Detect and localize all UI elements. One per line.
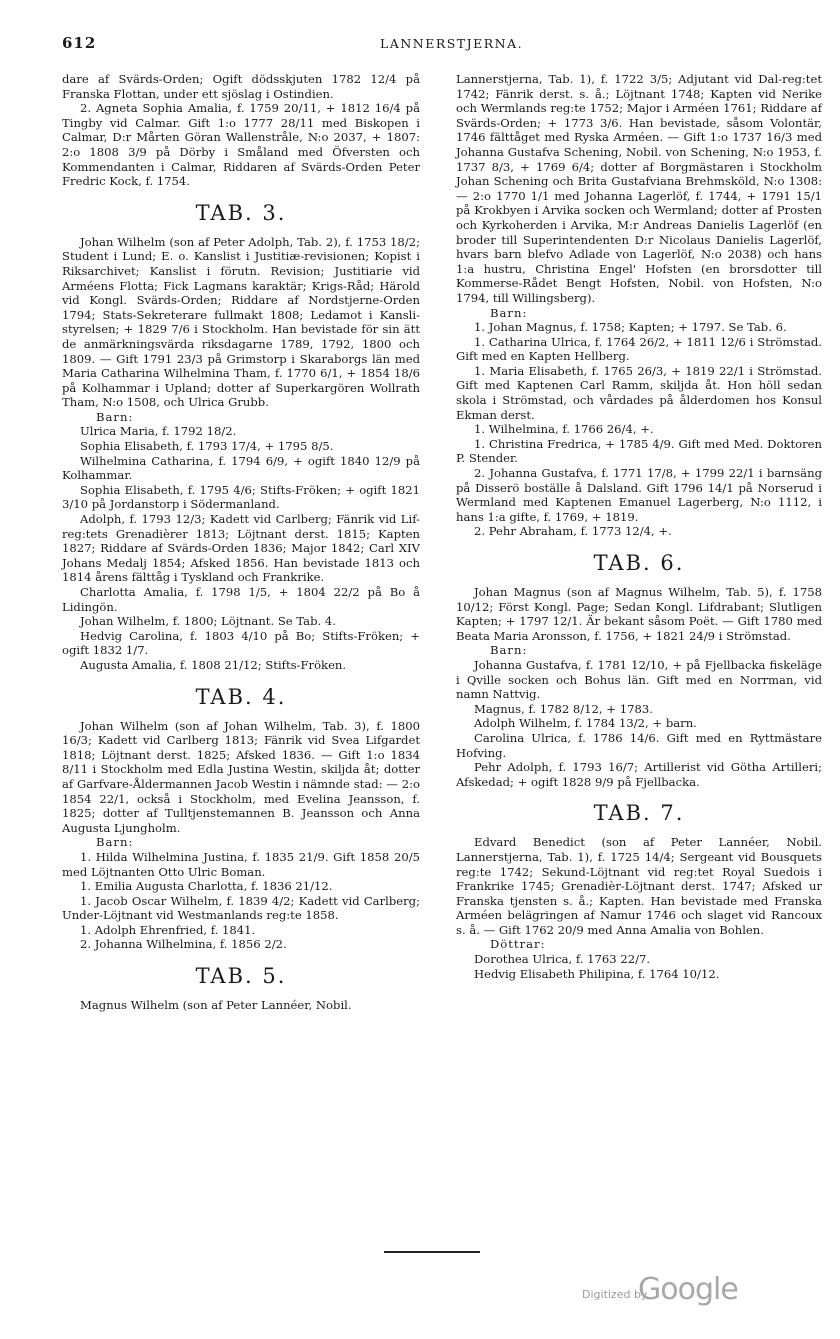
- list-item: Johan Wilhelm, f. 1800; Löjtnant. Se Tab. 4.: [80, 614, 336, 629]
- list-item: Dorothea Ulrica, f. 1763 22/7.: [474, 952, 651, 967]
- list-item: Sophia Elisabeth, f. 1793 17/4, + 1795 8/5.: [80, 439, 334, 454]
- section-heading-tab-3: TAB. 3.: [195, 200, 287, 225]
- divider-rule: [384, 1251, 480, 1253]
- children-label: Barn:: [490, 643, 528, 658]
- list-item: Adolph, f. 1793 12/3; Kadett vid Carlberg; Fänrik vid Lif-reg:tets Grenadièrer 1813; Löjtnant derst. 1815; Kapten 1827; Riddare af Svärds-Orden 1836; Major 1842; Carl XIV Johans Medalj 1854; Afsked 1856. Han bevistade 1813 och 1814 årens fälttåg i Tyskland och Frankrike.: [62, 512, 420, 585]
- children-label: Barn:: [96, 835, 134, 850]
- list-item: Carolina Ulrica, f. 1786 14/6. Gift med en Ryttmästare Hofving.: [456, 730, 822, 760]
- children-label: Barn:: [490, 305, 528, 320]
- paragraph: dare af Svärds-Orden; Ogift dödsskjuten 1782 12/4 på Franska Flottan, under ett sjöslag i Ostindien.: [62, 72, 420, 101]
- list-item: 1. Wilhelmina, f. 1766 26/4, +.: [474, 422, 654, 437]
- page-number: 612: [62, 34, 97, 52]
- paragraph: Magnus Wilhelm (son af Peter Lannéer, Nobil.: [80, 998, 352, 1013]
- list-item: Ulrica Maria, f. 1792 18/2.: [80, 424, 237, 439]
- list-item: 2. Johanna Wilhelmina, f. 1856 2/2.: [80, 937, 287, 952]
- list-item: 1. Hilda Wilhelmina Justina, f. 1835 21/9. Gift 1858 20/5 med Löjtnanten Otto Ulric Boman.: [62, 849, 420, 879]
- list-item: 1. Jacob Oscar Wilhelm, f. 1839 4/2; Kadett vid Carlberg; Under-Löjtnant vid Westmanlands reg:te 1858.: [62, 893, 420, 923]
- digitized-by-text: Digitized by: [582, 1288, 648, 1301]
- paragraph: Edvard Benedict (son af Peter Lannéer, Nobil. Lannerstjerna, Tab. 1), f. 1725 14/4; Sergeant vid Bousquets reg:te 1742; Sekund-Löjtnant vid reg:tet Royal Suedois i Frankrike 1745; Grenadièr-Löjtnant derst. 1747; Afsked ur Franska tjensten s. å.; Kapten. Han bevistade med Franska Arméen belägringen af Namur 1746 och slaget vid Rancoux s. å. — Gift 1762 20/9 med Anna Amalia von Bohlen.: [456, 835, 822, 937]
- list-item: Magnus, f. 1782 8/12, + 1783.: [474, 701, 653, 716]
- list-item: Wilhelmina Catharina, f. 1794 6/9, + ogift 1840 12/9 på Kolhammar.: [62, 453, 420, 483]
- digitized-watermark: [582, 1272, 742, 1312]
- list-item: 2. Johanna Gustafva, f. 1771 17/8, + 1799 22/1 i barnsäng på Disserö boställe å Dalsland. Gift 1796 14/1 på Norserud i Wermland med Kaptenen Emanuel Lagerberg, N:o 1112, i hans 1:a gifte, f. 1769, + 1819.: [456, 466, 822, 524]
- list-item: 1. Christina Fredrica, + 1785 4/9. Gift med Med. Doktoren P. Stender.: [456, 436, 822, 466]
- paragraph: Johan Wilhelm (son af Johan Wilhelm, Tab. 3), f. 1800 16/3; Kadett vid Carlberg 1813; Fänrik vid Svea Lifgardet 1818; Löjtnant derst. 1825; Afsked 1836. — Gift 1:o 1834 8/11 i Stockholm med Edla Justina Westin, skiljda åt; dotter af Garfvare-Åldermannen Jacob Westin i nämnde stad: — 2:o 1854 22/1, också i Stockholm, med Evelina Jeansson, f. 1825; dotter af Tulltjenstemannen B. Jeansson och Anna Augusta Ljungholm.: [62, 718, 420, 835]
- list-item: 1. Maria Elisabeth, f. 1765 26/3, + 1819 22/1 i Strömstad. Gift med Kaptenen Carl Ramm, skiljda åt. Hon höll sedan skola i Strömstad, och vårdades på ålderdomen hos Konsul Ekman derst.: [456, 363, 822, 422]
- section-heading-tab-4: TAB. 4.: [195, 684, 287, 709]
- list-item: 2. Pehr Abraham, f. 1773 12/4, +.: [474, 524, 672, 539]
- paragraph: Lannerstjerna, Tab. 1), f. 1722 3/5; Adjutant vid Dal-reg:tet 1742; Fänrik derst. s. å.; Löjtnant 1748; Kapten vid Nerike och Wermlands reg:te 1752; Major i Arméen 1761; Riddare af Svärds-Orden; + 1773 3/6. Han bevistade, såsom Volontär, 1746 fälttåget med Ryska Arméen. — Gift 1:o 1737 16/3 med Johanna Gustafva Schening, Nobil. von Schening, N:o 1953, f. 1737 8/3, + 1769 6/4; dotter af Borgmästaren i Stockholm Johan Schening och Brita Gustafviana Brehmsköld, N:o 1308: — 2:o 1770 1/1 med Johanna Lagerlöf, f. 1744, + 1791 15/1 på Krokbyen i Arvika socken och Wermland; dotter af Prosten och Kyrkoherden i Arvika, M:r Andreas Danielis Lagerlöf (en broder till Superintendenten D:r Nicolaus Danielis Lagerlöf, hvars barn blefvo Adlade von Lagerlöf, N:o 2038) och hans 1:a hustru, Christina Engel' Hofsten (en brorsdotter till Kommerse-Rådet Bengt Hofsten, Nobil. von Hofsten, N:o 1794, till Willingsberg).: [456, 72, 822, 305]
- list-item: Johanna Gustafva, f. 1781 12/10, + på Fjellbacka fiskeläge i Qville socken och Bohus län. Gift med en Norrman, vid namn Nattvig.: [456, 657, 822, 702]
- list-item: 1. Johan Magnus, f. 1758; Kapten; + 1797. Se Tab. 6.: [474, 320, 787, 335]
- list-item: Pehr Adolph, f. 1793 16/7; Artillerist vid Götha Artilleri; Afskedad; + ogift 1828 9/9 på Fjellbacka.: [456, 760, 822, 789]
- list-item: 1. Emilia Augusta Charlotta, f. 1836 21/12.: [80, 879, 333, 894]
- list-item: Sophia Elisabeth, f. 1795 4/6; Stifts-Fröken; + ogift 1821 3/10 på Jordanstorp i Södermanland.: [62, 482, 420, 512]
- paragraph: 2. Agneta Sophia Amalia, f. 1759 20/11, + 1812 16/4 på Tingby vid Calmar. Gift 1:o 1777 28/11 med Biskopen i Calmar, D:r Mårten Göran Wallenstråle, N:o 2037, + 1807: 2:o 1808 3/9 på Dörby i Småland med Öfversten och Kommendanten i Calmar, Riddaren af Svärds-Orden Peter Fredric Kock, f. 1754.: [62, 101, 420, 189]
- paragraph: Johan Wilhelm (son af Peter Adolph, Tab. 2), f. 1753 18/2; Student i Lund; E. o. Kanslist i Justitiæ-revisionen; Kopist i Riksarchivet; Kanslist i förutn. Revision; Justitiarie vid Arméens Flotta; Fick Lagmans karaktär; Krigs-Råd; Härold vid Kongl. Svärds-Orden; Riddare af Nordstjerne-Orden 1794; Stats-Sekreterare fullmakt 1808; Ledamot i Kansli-styrelsen; + 1829 7/6 i Stockholm. Han bevistade för sin ätt de anmärkningsvärda riksdagarne 1789, 1792, 1800 och 1809. — Gift 1791 23/3 på Grimstorp i Skaraborgs län med Maria Catharina Wilhelmina Tham, f. 1770 6/1, + 1854 18/6 på Kolhammar i Upland; dotter af Superkargören Wollrath Tham, N:o 1508, och Ulrica Grubb.: [62, 234, 420, 410]
- paragraph: Johan Magnus (son af Magnus Wilhelm, Tab. 5), f. 1758 10/12; Först Kongl. Page; Sedan Kongl. Lifdrabant; Slutligen Kapten; + 1797 12/1. Är bekant såsom Poët. — Gift 1780 med Beata Maria Aronsson, f. 1756, + 1821 24/9 i Strömstad.: [456, 585, 822, 643]
- right-column: [456, 72, 822, 981]
- list-item: Adolph Wilhelm, f. 1784 13/2, + barn.: [474, 716, 697, 731]
- list-item: Hedvig Elisabeth Philipina, f. 1764 10/12.: [474, 966, 720, 981]
- list-item: Augusta Amalia, f. 1808 21/12; Stifts-Fröken.: [80, 657, 347, 672]
- section-heading-tab-5: TAB. 5.: [195, 964, 287, 989]
- children-label: Barn:: [96, 409, 134, 424]
- list-item: Charlotta Amalia, f. 1798 1/5, + 1804 22/2 på Bo å Lidingön.: [62, 585, 420, 614]
- list-item: 1. Adolph Ehrenfried, f. 1841.: [80, 922, 256, 937]
- section-heading-tab-6: TAB. 6.: [593, 551, 685, 575]
- google-logo: Google: [638, 1272, 738, 1307]
- running-head: LANNERSTJERNA.: [380, 36, 524, 51]
- list-item: Hedvig Carolina, f. 1803 4/10 på Bo; Stifts-Fröken; + ogift 1832 1/7.: [62, 628, 420, 658]
- section-heading-tab-7: TAB. 7.: [593, 801, 685, 826]
- daughters-label: Döttrar:: [490, 937, 546, 952]
- page-header: [62, 34, 810, 54]
- list-item: 1. Catharina Ulrica, f. 1764 26/2, + 1811 12/6 i Strömstad. Gift med en Kapten Hellberg.: [456, 334, 822, 364]
- left-column: [62, 72, 420, 1013]
